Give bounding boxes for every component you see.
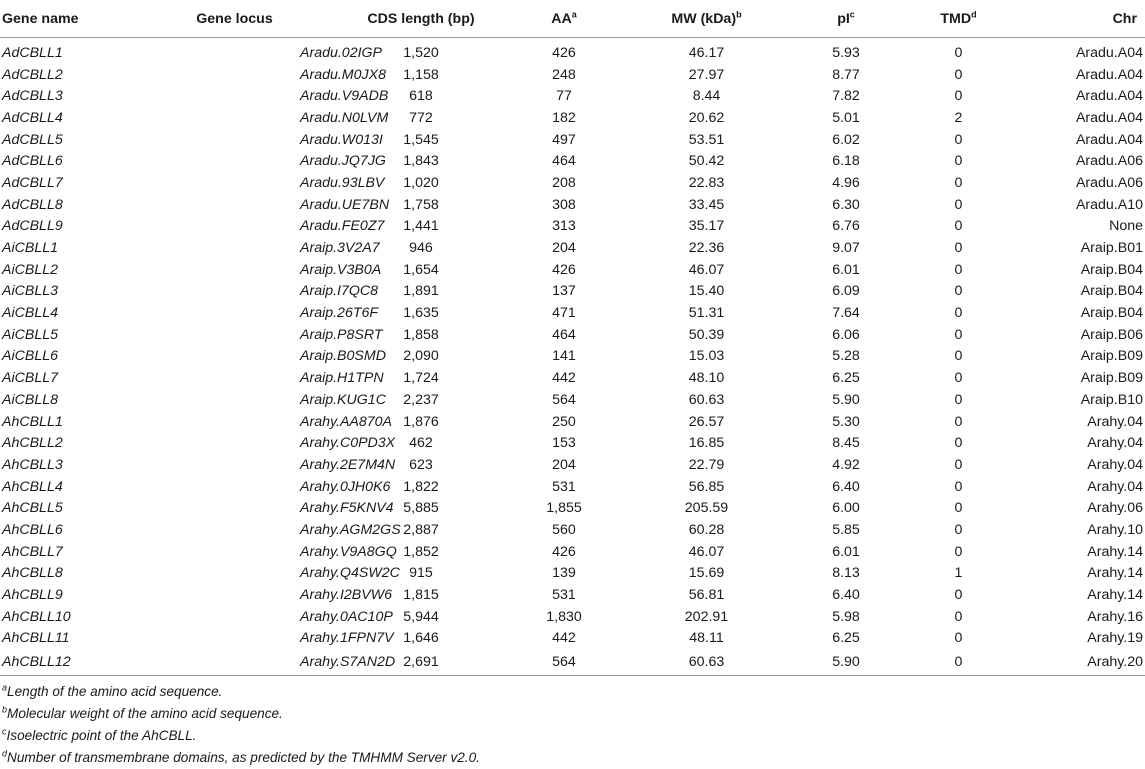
chr-cell: Arahy.14: [1087, 587, 1143, 604]
gene-name-cell: AhCBLL1: [2, 413, 63, 430]
pi-cell: 6.25: [832, 630, 860, 647]
header-aa: $AA^a$: [506, 0, 622, 38]
cds-length-cell: 5,944: [403, 608, 439, 625]
pi-cell: 6.40: [832, 478, 860, 495]
cds-length-cell: 915: [409, 565, 433, 582]
chr-cell: None: [1109, 218, 1143, 235]
header-row: [0, 0, 1145, 38]
aa-cell: 153: [552, 435, 576, 452]
cds-length-cell: 1,843: [403, 153, 439, 170]
header-gene-locus: Gene locus: [133, 0, 336, 38]
gene-locus-cell: Arahy.F5KNV4: [300, 500, 394, 517]
footnote-text: Isoelectric point of the AhCBLL.: [6, 728, 197, 743]
mw-cell: 50.42: [688, 153, 725, 170]
header-cds-length: CDS length (bp): [336, 0, 506, 38]
aa-cell: 560: [552, 521, 576, 538]
gene-name-cell: AhCBLL4: [2, 478, 63, 495]
chr-cell: Araip.B04: [1080, 261, 1143, 278]
pi-cell: 5.93: [832, 44, 860, 61]
table-row: [0, 606, 1145, 628]
chr-cell: Arahy.04: [1087, 478, 1143, 495]
cds-length-cell: 1,020: [403, 174, 439, 191]
gene-locus-cell: Aradu.JQ7JG: [300, 153, 386, 170]
table-row: [0, 346, 1145, 368]
gene-locus-cell: Arahy.0JH0K6: [300, 478, 391, 495]
pi-cell: 6.30: [832, 196, 860, 213]
gene-locus-cell: Aradu.UE7BN: [300, 196, 390, 213]
gene-name-cell: AdCBLL7: [2, 174, 63, 191]
cds-length-cell: 2,090: [403, 348, 439, 365]
gene-locus-cell: Aradu.N0LVM: [300, 109, 389, 126]
pi-cell: 5.28: [832, 348, 860, 365]
table-row: [0, 194, 1145, 216]
chr-cell: Aradu.A04: [1075, 109, 1143, 126]
cds-length-cell: 623: [409, 456, 433, 473]
cds-length-cell: 1,852: [403, 543, 439, 560]
mw-cell: 51.31: [688, 305, 725, 322]
pi-cell: 7.82: [832, 88, 860, 105]
cds-length-cell: 1,822: [403, 478, 439, 495]
table-row: [0, 628, 1145, 650]
tmd-cell: 0: [954, 153, 963, 170]
table-row: [0, 64, 1145, 86]
pi-cell: 5.98: [832, 608, 860, 625]
gene-name-cell: AiCBLL3: [2, 283, 58, 300]
footnote-mark: d: [2, 748, 8, 759]
mw-cell: 15.69: [688, 565, 725, 582]
cds-length-cell: 462: [409, 435, 433, 452]
mw-cell: 22.79: [688, 456, 725, 473]
mw-cell: 22.83: [688, 174, 725, 191]
table-row: [0, 432, 1145, 454]
pi-cell: 5.30: [832, 413, 860, 430]
pi-cell: 5.90: [791, 649, 901, 676]
aa-cell: 426: [552, 261, 576, 278]
table-row: [0, 38, 1145, 64]
tmd-cell: 0: [954, 413, 963, 430]
aa-cell: 531: [552, 478, 576, 495]
cds-length-cell: 618: [409, 88, 433, 105]
cds-length-cell: 1,646: [403, 630, 439, 647]
mw-cell: 202.91: [684, 608, 729, 625]
table-row: [0, 129, 1145, 151]
gene-name-cell: AiCBLL5: [2, 326, 58, 343]
mw-cell: 33.45: [688, 196, 725, 213]
table-row: [0, 367, 1145, 389]
gene-locus-cell: Aradu.V9ADB: [300, 88, 389, 105]
chr-cell: Araip.B06: [1080, 326, 1143, 343]
header-gene-name: Gene name: [0, 0, 133, 38]
aa-cell: 77: [556, 88, 572, 105]
aa-cell: 464: [552, 153, 576, 170]
table-row: [0, 281, 1145, 303]
header-tmd-footnote-mark: d: [971, 8, 977, 19]
table-row: [0, 324, 1145, 346]
cds-length-cell: 1,724: [403, 370, 439, 387]
chr-cell: Aradu.A10: [1075, 196, 1143, 213]
table-row: [0, 85, 1145, 107]
cds-length-cell: 772: [409, 109, 433, 126]
tmd-cell: 0: [954, 348, 963, 365]
header-mw: MW (kDa)$^b$: [622, 0, 791, 38]
mw-cell: 15.40: [688, 283, 725, 300]
header-pi-footnote-mark: c: [849, 8, 855, 19]
pi-cell: 6.01: [832, 261, 860, 278]
cds-length-cell: 1,654: [403, 261, 439, 278]
table-row: [0, 454, 1145, 476]
gene-name-cell: AhCBLL12: [0, 649, 133, 676]
tmd-cell: 0: [954, 543, 963, 560]
gene-locus-cell: Araip.KUG1C: [300, 391, 386, 408]
tmd-cell: 2: [954, 109, 963, 126]
aa-cell: 471: [552, 305, 576, 322]
table-row: [0, 411, 1145, 433]
gene-name-cell: AdCBLL8: [2, 196, 63, 213]
mw-cell: 60.63: [688, 391, 725, 408]
chr-cell: Araip.B01: [1080, 240, 1143, 257]
cds-length-cell: 2,887: [403, 521, 439, 538]
gene-name-cell: AhCBLL11: [2, 630, 70, 647]
chr-cell: Araip.B09: [1080, 348, 1143, 365]
cds-length-cell: 1,891: [403, 283, 439, 300]
gene-locus-cell: Araip.26T6F: [300, 305, 379, 322]
mw-cell: 48.11: [689, 630, 724, 647]
gene-name-cell: AhCBLL7: [2, 543, 63, 560]
table-row: [0, 497, 1145, 519]
tmd-cell: 0: [954, 131, 963, 148]
aa-cell: 308: [552, 196, 576, 213]
chr-cell: Arahy.10: [1087, 521, 1143, 538]
footnote-mark: c: [2, 726, 7, 737]
tmd-cell: 0: [954, 587, 963, 604]
footnote: [2, 747, 480, 769]
tmd-cell: 0: [954, 283, 963, 300]
mw-cell: 22.36: [688, 240, 725, 257]
gene-locus-cell: Aradu.W013I: [300, 131, 383, 148]
tmd-cell: 0: [954, 44, 963, 61]
aa-cell: 141: [552, 348, 576, 365]
tmd-cell: 0: [954, 88, 963, 105]
gene-locus-cell: Arahy.2E7M4N: [300, 456, 396, 473]
table-row: [0, 150, 1145, 172]
gene-locus-cell: Arahy.Q4SW2C: [300, 565, 400, 582]
mw-cell: 46.17: [688, 44, 725, 61]
pi-cell: 6.40: [832, 587, 860, 604]
pi-cell: 6.25: [832, 370, 860, 387]
gene-locus-cell: Arahy.AGM2GS: [300, 521, 401, 538]
table-row: [0, 584, 1145, 606]
mw-cell: 60.63: [622, 649, 791, 676]
header-chr: Chr: [1016, 0, 1145, 38]
aa-cell: 313: [552, 218, 576, 235]
gene-locus-cell: Arahy.I2BVW6: [300, 587, 392, 604]
tmd-cell: 0: [954, 521, 963, 538]
cds-length-cell: 1,876: [403, 413, 439, 430]
tmd-cell: 1: [954, 565, 963, 582]
pi-cell: 6.18: [832, 153, 860, 170]
chr-cell: Arahy.20: [1016, 649, 1145, 676]
chr-cell: Arahy.14: [1087, 543, 1143, 560]
pi-cell: 8.45: [832, 435, 860, 452]
aa-cell: 204: [552, 456, 576, 473]
mw-cell: 48.10: [688, 370, 725, 387]
table-row: [0, 649, 1145, 676]
aa-cell: 442: [552, 370, 576, 387]
tmd-cell: 0: [954, 240, 963, 257]
footnote: [2, 725, 480, 747]
mw-cell: 35.17: [688, 218, 725, 235]
pi-cell: 5.90: [832, 391, 860, 408]
tmd-cell: 0: [954, 608, 963, 625]
aa-cell: 464: [552, 326, 576, 343]
tmd-cell: 0: [954, 174, 963, 191]
table-row: [0, 172, 1145, 194]
cds-length-cell: 1,858: [403, 326, 439, 343]
pi-cell: 6.09: [832, 283, 860, 300]
tmd-cell: 0: [954, 196, 963, 213]
chr-cell: Aradu.A04: [1075, 88, 1143, 105]
footnote-text: Molecular weight of the amino acid sequence.: [7, 706, 283, 721]
cds-length-cell: 2,237: [403, 391, 439, 408]
gene-locus-cell: Arahy.S7AN2D: [133, 649, 336, 676]
footnote-mark: b: [2, 704, 8, 715]
gene-locus-cell: Aradu.93LBV: [300, 174, 385, 191]
gene-name-cell: AiCBLL2: [2, 261, 58, 278]
gene-locus-cell: Aradu.FE0Z7: [300, 218, 385, 235]
chr-cell: Arahy.06: [1087, 500, 1143, 517]
table-body: [0, 38, 1145, 676]
cds-length-cell: 1,158: [403, 66, 439, 83]
gene-locus-cell: Araip.H1TPN: [300, 370, 384, 387]
cds-length-cell: 1,441: [403, 218, 439, 235]
aa-cell: 426: [552, 44, 576, 61]
aa-cell: 204: [552, 240, 576, 257]
table-row: [0, 237, 1145, 259]
mw-cell: 205.59: [684, 500, 729, 517]
cds-length-cell: 1,758: [403, 196, 439, 213]
tmd-cell: 0: [954, 305, 963, 322]
gene-name-cell: AhCBLL9: [2, 587, 63, 604]
footnote: [2, 703, 480, 725]
aa-cell: 208: [552, 174, 576, 191]
cds-length-cell: 1,635: [403, 305, 439, 322]
tmd-cell: 0: [901, 649, 1016, 676]
mw-cell: 60.28: [688, 521, 725, 538]
footnote-text: Length of the amino acid sequence.: [7, 684, 223, 699]
aa-cell: 564: [552, 391, 576, 408]
chr-cell: Araip.B09: [1080, 370, 1143, 387]
aa-cell: 182: [552, 109, 576, 126]
chr-cell: Aradu.A04: [1075, 66, 1143, 83]
mw-cell: 53.51: [688, 131, 725, 148]
gene-name-cell: AiCBLL1: [2, 240, 58, 257]
chr-cell: Arahy.16: [1087, 608, 1143, 625]
chr-cell: Araip.B04: [1080, 305, 1143, 322]
tmd-cell: 0: [954, 218, 963, 235]
gene-locus-cell: Araip.V3B0A: [300, 261, 382, 278]
header-aa-footnote-mark: a: [571, 8, 577, 19]
gene-locus-cell: Araip.P8SRT: [300, 326, 383, 343]
pi-cell: 5.01: [832, 109, 860, 126]
mw-cell: 27.97: [688, 66, 725, 83]
footnote: [2, 681, 480, 703]
chr-cell: Aradu.A06: [1075, 153, 1143, 170]
pi-cell: 5.85: [832, 521, 860, 538]
chr-cell: Aradu.A06: [1075, 174, 1143, 191]
table-row: [0, 563, 1145, 585]
header-mw-footnote-mark: b: [736, 8, 742, 19]
gene-name-cell: AdCBLL6: [2, 153, 63, 170]
mw-cell: 50.39: [688, 326, 725, 343]
table-row: [0, 541, 1145, 563]
gene-locus-cell: Aradu.02IGP: [300, 44, 383, 61]
mw-cell: 46.07: [688, 261, 725, 278]
mw-cell: 16.85: [688, 435, 725, 452]
cds-length-cell: 5,885: [403, 500, 439, 517]
aa-cell: 1,855: [546, 500, 582, 517]
gene-name-cell: AhCBLL8: [2, 565, 63, 582]
aa-cell: 1,830: [546, 608, 582, 625]
aa-cell: 248: [552, 66, 576, 83]
tmd-cell: 0: [954, 630, 963, 647]
gene-name-cell: AiCBLL7: [2, 370, 58, 387]
mw-cell: 56.85: [688, 478, 725, 495]
cds-length-cell: 1,545: [403, 131, 439, 148]
tmd-cell: 0: [954, 326, 963, 343]
gene-locus-cell: Arahy.1FPN7V: [300, 630, 394, 647]
pi-cell: 6.01: [832, 543, 860, 560]
table-footnotes: [2, 681, 480, 769]
pi-cell: 6.02: [832, 131, 860, 148]
gene-name-cell: AdCBLL4: [2, 109, 63, 126]
cds-length-cell: 946: [409, 240, 433, 257]
table-header: [0, 0, 1145, 38]
aa-cell: 250: [552, 413, 576, 430]
tmd-cell: 0: [954, 261, 963, 278]
gene-locus-cell: Arahy.0AC10P: [300, 608, 393, 625]
pi-cell: 7.64: [832, 305, 860, 322]
tmd-cell: 0: [954, 370, 963, 387]
mw-cell: 46.07: [688, 543, 725, 560]
table-row: [0, 389, 1145, 411]
gene-name-cell: AdCBLL3: [2, 88, 63, 105]
aa-cell: 137: [552, 283, 576, 300]
pi-cell: 6.76: [832, 218, 860, 235]
cds-length-cell: 2,691: [336, 649, 506, 676]
aa-cell: 426: [552, 543, 576, 560]
gene-locus-cell: Aradu.M0JX8: [300, 66, 386, 83]
cds-length-cell: 1,815: [403, 587, 439, 604]
pi-cell: 4.96: [832, 174, 860, 191]
aa-cell: 564: [506, 649, 622, 676]
gene-locus-cell: Araip.3V2A7: [300, 240, 380, 257]
chr-cell: Arahy.04: [1087, 413, 1143, 430]
gene-locus-cell: Arahy.V9A8GQ: [300, 543, 397, 560]
chr-cell: Arahy.04: [1087, 456, 1143, 473]
tmd-cell: 0: [954, 500, 963, 517]
gene-name-cell: AhCBLL10: [2, 608, 71, 625]
aa-cell: 442: [552, 630, 576, 647]
mw-cell: 56.81: [688, 587, 725, 604]
mw-cell: 8.44: [692, 88, 721, 105]
gene-name-cell: AdCBLL2: [2, 66, 63, 83]
pi-cell: 8.77: [832, 66, 860, 83]
tmd-cell: 0: [954, 66, 963, 83]
aa-cell: 139: [552, 565, 576, 582]
footnote-text: Number of transmembrane domains, as predicted by the TMHMM Server v2.0.: [7, 750, 480, 765]
gene-locus-cell: Arahy.C0PD3X: [300, 435, 396, 452]
table-row: [0, 259, 1145, 281]
gene-locus-cell: Araip.B0SMD: [300, 348, 386, 365]
tmd-cell: 0: [954, 478, 963, 495]
chr-cell: Aradu.A04: [1075, 131, 1143, 148]
gene-name-cell: AdCBLL1: [2, 44, 63, 61]
tmd-cell: 0: [954, 391, 963, 408]
gene-locus-cell: Arahy.AA870A: [300, 413, 393, 430]
gene-locus-cell: Araip.I7QC8: [300, 283, 379, 300]
chr-cell: Arahy.19: [1087, 630, 1143, 647]
pi-cell: 9.07: [832, 240, 860, 257]
table-row: [0, 107, 1145, 129]
tmd-cell: 0: [954, 456, 963, 473]
header-pi: $pI^c$: [791, 0, 901, 38]
tmd-cell: 0: [954, 435, 963, 452]
gene-name-cell: AdCBLL9: [2, 218, 63, 235]
gene-name-cell: AiCBLL8: [2, 391, 58, 408]
gene-name-cell: AdCBLL5: [2, 131, 63, 148]
gene-name-cell: AiCBLL6: [2, 348, 58, 365]
chr-cell: Arahy.04: [1087, 435, 1143, 452]
gene-name-cell: AiCBLL4: [2, 305, 58, 322]
gene-name-cell: AhCBLL6: [2, 521, 63, 538]
chr-cell: Aradu.A04: [1075, 44, 1143, 61]
table-row: [0, 519, 1145, 541]
cds-length-cell: 1,520: [403, 44, 439, 61]
mw-cell: 26.57: [688, 413, 725, 430]
chr-cell: Arahy.14: [1087, 565, 1143, 582]
gene-name-cell: AhCBLL3: [2, 456, 63, 473]
pi-cell: 8.13: [832, 565, 860, 582]
aa-cell: 531: [552, 587, 576, 604]
pi-cell: 4.92: [832, 456, 860, 473]
pi-cell: 6.06: [832, 326, 860, 343]
mw-cell: 20.62: [688, 109, 725, 126]
table-row: [0, 216, 1145, 238]
chr-cell: Araip.B04: [1080, 283, 1143, 300]
aa-cell: 497: [552, 131, 576, 148]
header-tmd: TMD$^d$: [901, 0, 1016, 38]
table-row: [0, 476, 1145, 498]
gene-name-cell: AhCBLL5: [2, 500, 63, 517]
pi-cell: 6.00: [832, 500, 860, 517]
table-row: [0, 302, 1145, 324]
footnote-mark: a: [2, 682, 8, 693]
gene-name-cell: AhCBLL2: [2, 435, 63, 452]
mw-cell: 15.03: [688, 348, 725, 365]
chr-cell: Araip.B10: [1080, 391, 1143, 408]
